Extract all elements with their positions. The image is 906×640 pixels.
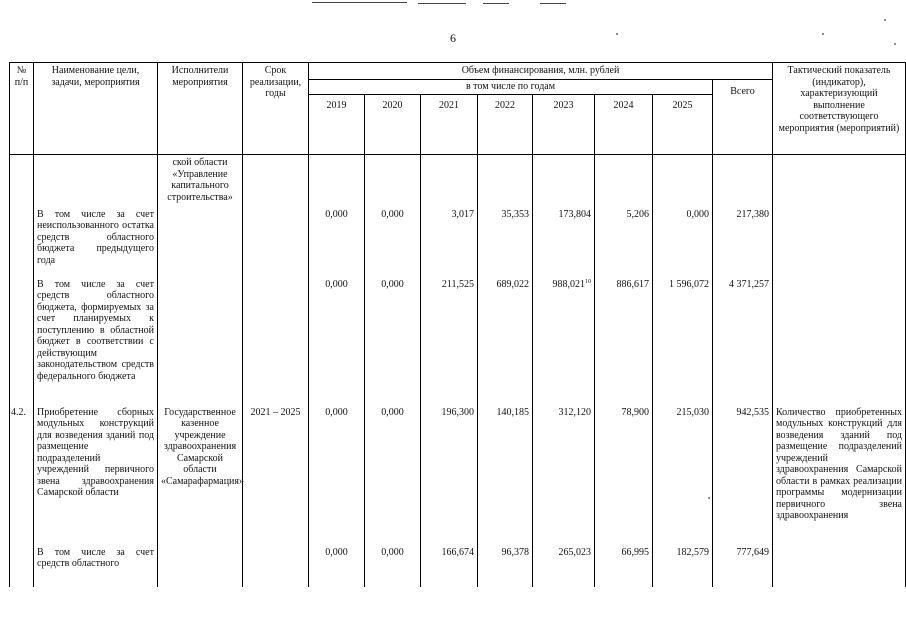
- scan-speck: [616, 33, 618, 35]
- header-year: 2022: [478, 95, 533, 155]
- row-term: [243, 155, 309, 209]
- row-total: 217,380: [713, 209, 773, 279]
- row-indicator: [773, 279, 906, 407]
- scan-speck: [894, 43, 896, 45]
- row-value-2023: [533, 279, 595, 407]
- row-value-2020: 0,000: [365, 279, 421, 407]
- row-value-2023: [533, 155, 595, 209]
- row-value-2025: 215,030: [653, 407, 713, 547]
- header-term: Срок реализации, годы: [243, 63, 309, 155]
- row-name: В том числе за счет средств областного бюджета, формируемых за счет планируемых к поступлению в областной бюджет в соответствии с действующим законодательством средств федерального бюджета: [34, 279, 158, 407]
- scan-artifact-line: [483, 3, 509, 4]
- header-financing: Объем финансирования, млн. рублей: [309, 63, 773, 80]
- header-executors: Исполнители мероприятия: [158, 63, 243, 155]
- row-value-2024: 886,617: [595, 279, 653, 407]
- header-name: Наименование цели, задачи, мероприятия: [34, 63, 158, 155]
- header-year: 2020: [365, 95, 421, 155]
- footnote-marker: 10: [585, 278, 591, 285]
- row-value-2019: 0,000: [309, 407, 365, 547]
- row-value-2024: 66,995: [595, 547, 653, 587]
- row-total: 777,649: [713, 547, 773, 587]
- header-year: 2019: [309, 95, 365, 155]
- table-row: [10, 279, 906, 407]
- row-indicator: [773, 209, 906, 279]
- header-total: Всего: [713, 80, 773, 155]
- row-value-2019: [309, 155, 365, 209]
- row-num: [10, 279, 34, 407]
- row-term: [243, 547, 309, 587]
- row-value-2021: 211,525: [421, 279, 478, 407]
- row-value-2020: 0,000: [365, 407, 421, 547]
- row-executor: ской области «Управление капитального строительства»: [158, 155, 243, 209]
- header-indicator: Тактический показатель (индикатор), характеризующий выполнение соответствующего мероприятия (мероприятий): [773, 63, 906, 155]
- row-num: [10, 155, 34, 209]
- row-value-2020: 0,000: [365, 547, 421, 587]
- row-executor: [158, 209, 243, 279]
- row-value-2023-number: 988,021: [552, 278, 585, 290]
- table-row: [10, 155, 906, 209]
- row-total: 942,535: [713, 407, 773, 547]
- row-value-2021: 166,674: [421, 547, 478, 587]
- table-row: [10, 407, 906, 547]
- row-value-2025: 1 596,072: [653, 279, 713, 407]
- row-name: В том числе за счет средств областного: [34, 547, 158, 587]
- row-executor: Государственное казенное учреждение здравоохранения Самарской области «Самарафармация»: [158, 407, 243, 547]
- row-value-2021: 196,300: [421, 407, 478, 547]
- row-executor: [158, 547, 243, 587]
- row-indicator: [773, 547, 906, 587]
- row-value-2019: 0,000: [309, 279, 365, 407]
- row-value-2020: [365, 155, 421, 209]
- row-value-2021: 3,017: [421, 209, 478, 279]
- row-num: [10, 209, 34, 279]
- row-value-2022: 140,185: [478, 407, 533, 547]
- row-value-2020: 0,000: [365, 209, 421, 279]
- row-value-2024: [595, 155, 653, 209]
- header-year: 2021: [421, 95, 478, 155]
- row-num: 4.2.: [10, 407, 34, 547]
- header-by-year: в том числе по годам: [309, 80, 713, 95]
- row-name: В том числе за счет неиспользованного остатка средств областного бюджета предыдущего года: [34, 209, 158, 279]
- row-value-2022: [478, 155, 533, 209]
- row-value-2022: 689,022: [478, 279, 533, 407]
- scan-artifact-line: [312, 2, 407, 3]
- scan-speck: [884, 19, 886, 21]
- financing-table: [9, 62, 906, 587]
- row-name: Приобретение сборных модульных конструкций для возведения зданий под размещение подразделений учреждений первичного звена здравоохранения Самарской области: [34, 407, 158, 547]
- row-num: [10, 547, 34, 587]
- header-year: 2023: [533, 95, 595, 155]
- scan-speck: [822, 33, 824, 35]
- row-total: [713, 155, 773, 209]
- row-value-2022: 35,353: [478, 209, 533, 279]
- row-value-2025: [653, 155, 713, 209]
- row-term: 2021 – 2025: [243, 407, 309, 547]
- row-value-2022: 96,378: [478, 547, 533, 587]
- row-value-2025: 0,000: [653, 209, 713, 279]
- row-value-2025: 182,579: [653, 547, 713, 587]
- row-value-2024: 78,900: [595, 407, 653, 547]
- row-executor: [158, 279, 243, 407]
- row-value-2023: 173,804: [533, 209, 595, 279]
- row-value-2021: [421, 155, 478, 209]
- header-year: 2025: [653, 95, 713, 155]
- scan-artifact-line: [540, 3, 566, 4]
- row-total: 4 371,257: [713, 279, 773, 407]
- row-value-2023: 312,120: [533, 407, 595, 547]
- table-row: [10, 209, 906, 279]
- row-term: [243, 209, 309, 279]
- row-value-2019: 0,000: [309, 209, 365, 279]
- row-indicator: [773, 155, 906, 209]
- scan-artifact-line: [418, 3, 466, 4]
- header-num: № п/п: [10, 63, 34, 155]
- header-year: 2024: [595, 95, 653, 155]
- row-name: [34, 155, 158, 209]
- row-term: [243, 279, 309, 407]
- row-value-2024: 5,206: [595, 209, 653, 279]
- page-number: 6: [450, 31, 456, 45]
- row-value-2023: 265,023: [533, 547, 595, 587]
- row-indicator: Количество приобретенных модульных конструкций для возведения зданий под размещение подразделений учреждений здравоохранения Самарской области в рамках реализации программы модернизации первичного звена здравоохранения: [773, 407, 906, 547]
- table-row: [10, 547, 906, 587]
- row-value-2019: 0,000: [309, 547, 365, 587]
